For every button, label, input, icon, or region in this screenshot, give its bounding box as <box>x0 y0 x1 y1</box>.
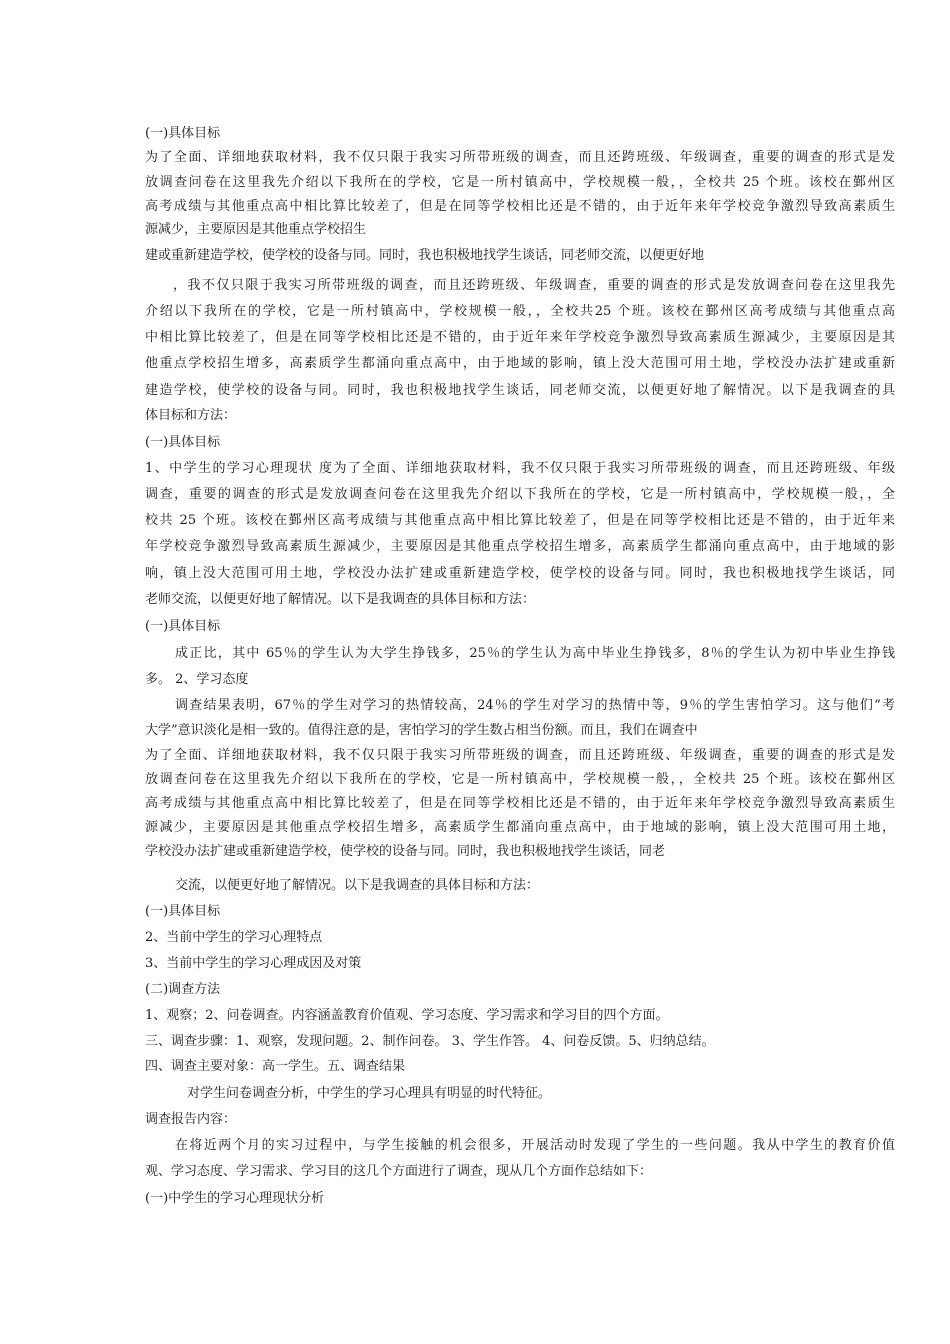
text-line: 介绍以下我所在的学校，它是一所村镇高中，学校规模一般，，全校共25 个班。该校在鄞州区高考成绩与其他重点高 <box>145 304 895 319</box>
text-line: (一)中学生的学习心理现状分析 <box>145 1191 325 1206</box>
text-line: 为了全面、详细地获取材料，我不仅只限于我实习所带班级的调查，而且还跨班级、年级调查，重要的调查的形式是发 <box>145 748 895 763</box>
text-line: 为了全面、详细地获取材料，我不仅只限于我实习所带班级的调查，而且还跨班级、年级调查，重要的调查的形式是发 <box>145 150 895 165</box>
text-line: 学校没办法扩建或重新建造学校，使学校的设备与同。同时，我也积极地找学生谈话，同老 <box>145 844 666 859</box>
text-line: 放调查问卷在这里我先介绍以下我所在的学校，它是一所村镇高中，学校规模一般，，全校共 25 个班。该校在鄞州区 <box>145 772 895 787</box>
text-line: 响，镇上没大范围可用土地，学校没办法扩建或重新建造学校，使学校的设备与同。同时，我也积极地找学生谈话，同 <box>145 566 895 581</box>
text-line: 观、学习态度、学习需求、学习目的这几个方面进行了调查，现从几个方面作总结如下： <box>145 1164 653 1179</box>
text-line: 年学校竞争激烈导致高素质生源减少，主要原因是其他重点学校招生增多，高素质学生都涌向重点高中，由于地域的影 <box>145 539 895 554</box>
text-line: 大学”意识淡化是相一致的。值得注意的是，害怕学习的学生数占相当份额。而且，我们在调查中 <box>145 723 698 738</box>
text-line: 三、调查步骤：1、观察，发现问题。2、制作问卷。 3、学生作答。 4、问卷反馈。5、归纳总结。 <box>145 1034 715 1049</box>
text-line: 2、当前中学生的学习心理特点 <box>145 930 323 945</box>
text-line: 调查结果表明，67％的学生对学习的热情较高，24％的学生对学习的热情中等，9％的学生害怕学习。这与他们“考 <box>175 698 895 713</box>
text-line: 对学生问卷调查分析，中学生的学习心理具有明显的时代特征。 <box>187 1086 552 1101</box>
text-line: 交流，以便更好地了解情况。以下是我调查的具体目标和方法： <box>175 878 540 893</box>
text-line: 校共 25 个班。该校在鄞州区高考成绩与其他重点高中相比算比较差了，但是在同等学校相比还是不错的，由于近年来 <box>145 513 895 528</box>
text-line: 1、中学生的学习心理现状 度为了全面、详细地获取材料，我不仅只限于我实习所带班级的调查，而且还跨班级、年级 <box>145 461 895 476</box>
text-line: 1、观察；2、问卷调查。内容涵盖教育价值观、学习态度、学习需求和学习目的四个方面。 <box>145 1008 669 1023</box>
text-line: 建或重新建造学校，使学校的设备与同。同时，我也积极地找学生谈话，同老师交流，以便更好地 <box>145 248 705 263</box>
text-line: 调查，重要的调查的形式是发放调查问卷在这里我先介绍以下我所在的学校，它是一所村镇高中，学校规模一般，，全 <box>145 487 895 502</box>
text-line: (一)具体目标 <box>145 435 221 450</box>
text-line: 多。 2、学习态度 <box>145 672 249 687</box>
text-line: 3、当前中学生的学习心理成因及对策 <box>145 956 362 971</box>
text-line: 建造学校，使学校的设备与同。同时，我也积极地找学生谈话，同老师交流，以便更好地了解情况。以下是我调查的具 <box>145 383 895 398</box>
text-line: (一)具体目标 <box>145 126 221 141</box>
text-line: 四、调查主要对象：高一学生。五、调查结果 <box>145 1059 406 1074</box>
text-line: 在将近两个月的实习过程中，与学生接触的机会很多，开展活动时发现了学生的一些问题。我从中学生的教育价值 <box>175 1138 895 1153</box>
text-line: 放调查问卷在这里我先介绍以下我所在的学校，它是一所村镇高中，学校规模一般，，全校共 25 个班。该校在鄞州区 <box>145 175 895 190</box>
text-line: ，我不仅只限于我实习所带班级的调查，而且还跨班级、年级调查，重要的调查的形式是发放调查问卷在这里我先 <box>173 278 895 293</box>
text-line: 调查报告内容： <box>145 1112 237 1127</box>
text-line: 高考成绩与其他重点高中相比算比较差了，但是在同等学校相比还是不错的，由于近年来年学校竞争激烈导致高素质生 <box>145 199 895 214</box>
text-line: (二)调查方法 <box>145 982 221 997</box>
text-line: 高考成绩与其他重点高中相比算比较差了，但是在同等学校相比还是不错的，由于近年来年学校竞争激烈导致高素质生 <box>145 796 895 811</box>
text-line: (一)具体目标 <box>145 904 221 919</box>
text-line: (一)具体目标 <box>145 619 221 634</box>
text-line: 他重点学校招生增多，高素质学生都涌向重点高中，由于地域的影响，镇上没大范围可用土地，学校没办法扩建或重新 <box>145 356 895 371</box>
text-line: 成正比，其中 65％的学生认为大学生挣钱多，25％的学生认为高中毕业生挣钱多，8％的学生认为初中毕业生挣钱 <box>175 646 895 661</box>
text-line: 老师交流，以便更好地了解情况。以下是我调查的具体目标和方法： <box>145 592 536 607</box>
text-line: 体目标和方法： <box>145 408 237 423</box>
text-line: 源减少，主要原因是其他重点学校招生 <box>145 222 367 237</box>
text-line: 源减少，主要原因是其他重点学校招生增多，高素质学生都涌向重点高中，由于地域的影响，镇上没大范围可用土地， <box>145 820 895 835</box>
text-line: 中相比算比较差了，但是在同等学校相比还是不错的，由于近年来年学校竞争激烈导致高素质生源减少，主要原因是其 <box>145 330 895 345</box>
